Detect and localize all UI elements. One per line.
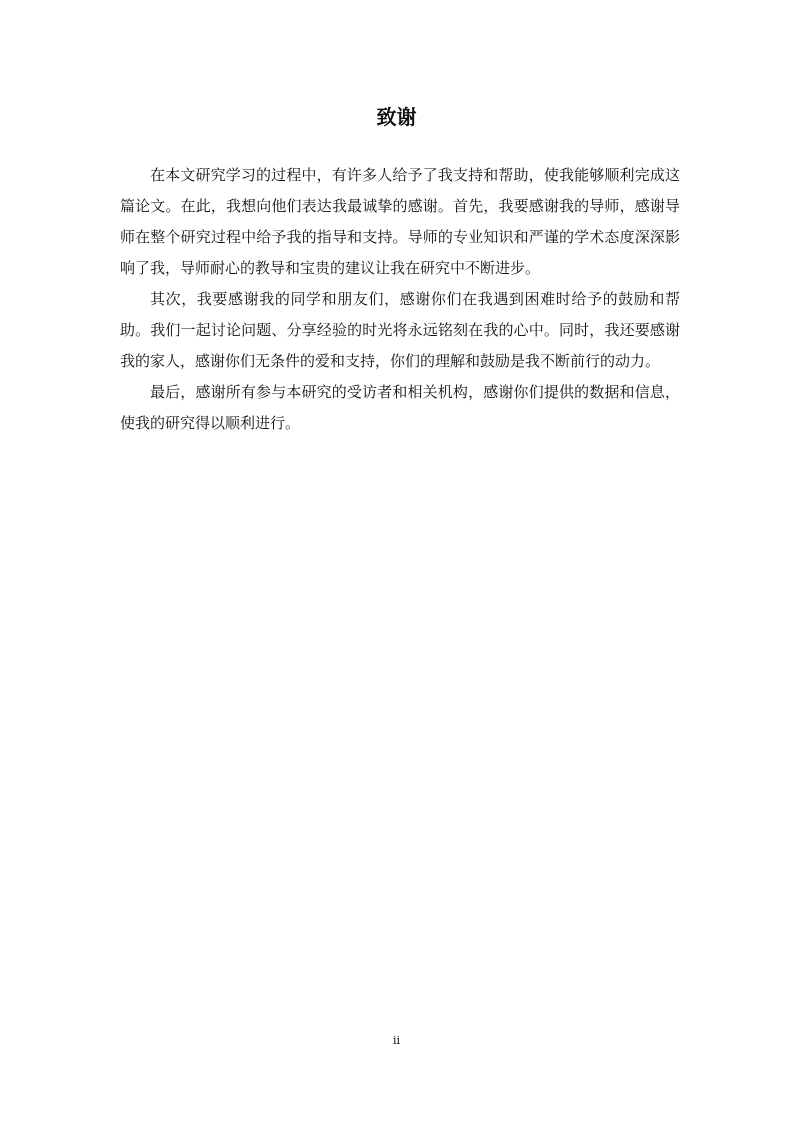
paragraph: 在本文研究学习的过程中，有许多人给予了我支持和帮助，使我能够顺利完成这篇论文。在此，我想向他们表达我最诚挚的感谢。首先，我要感谢我的导师，感谢导师在整个研究过程中给予我的指导和支持。导师的专业知识和严谨的学术态度深深影响了我，导师耐心的教导和宝贵的建议让我在研究中不断进步。 [120,166,680,277]
paragraph: 最后，感谢所有参与本研究的受访者和相关机构，感谢你们提供的数据和信息，使我的研究得以顺利进行。 [120,383,680,432]
page-title: 致谢 [376,105,417,129]
acknowledgement-body [120,160,680,439]
page-number: ii [392,1034,401,1047]
paragraph: 其次，我要感谢我的同学和朋友们，感谢你们在我遇到困难时给予的鼓励和帮助。我们一起讨论问题、分享经验的时光将永远铭刻在我的心中。同时，我还要感谢我的家人，感谢你们无条件的爱和支持，你们的理解和鼓励是我不断前行的动力。 [120,290,680,370]
